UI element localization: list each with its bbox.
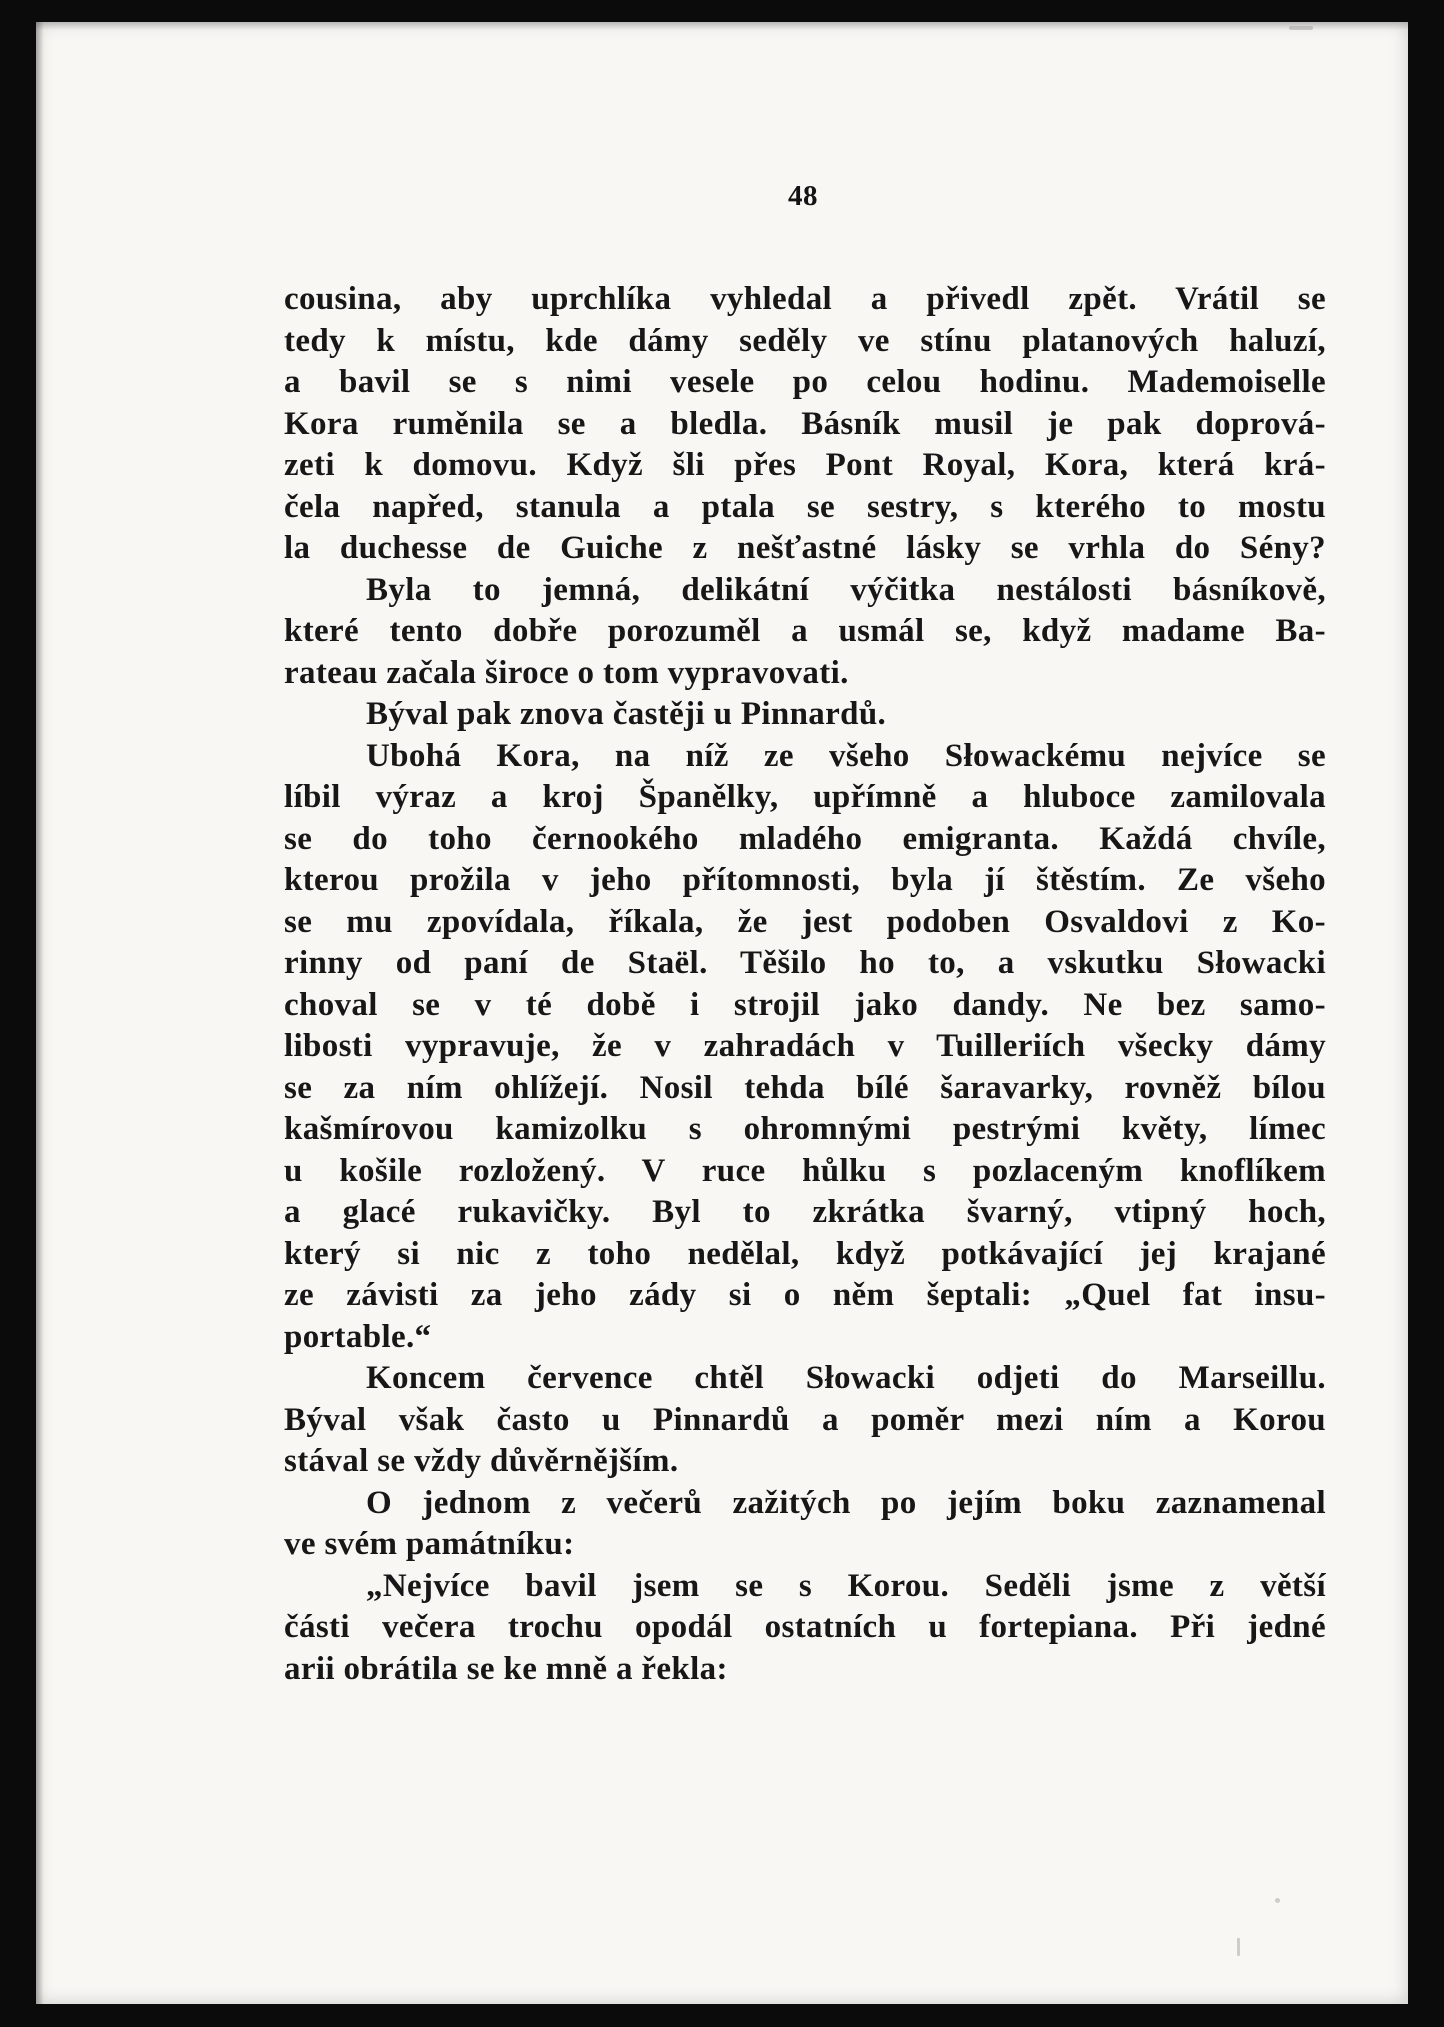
text-line: Koncem července chtěl Słowacki odjeti do Marseillu.: [366, 1360, 1326, 1396]
text-line: se do toho černookého mladého emigranta. Každá chvíle,: [284, 820, 1326, 857]
page-number: 48: [788, 180, 818, 212]
text-line: Ubohá Kora, na níž ze všeho Słowackému nejvíce se: [366, 737, 1326, 774]
text-line: Kora ruměnila se a bledla. Básník musil je pak doprová-: [284, 405, 1326, 442]
text-line: zeti k domovu. Když šli přes Pont Royal, Kora, která krá-: [284, 447, 1326, 483]
page-shadow-top: [36, 22, 1408, 30]
scan-speck: [1289, 26, 1313, 30]
scan-speck: [1275, 1898, 1280, 1903]
text-line: rateau začala široce o tom vypravovati.: [284, 654, 849, 691]
body-text: [284, 279, 1326, 1690]
text-line: stával se vždy důvěrnějším.: [284, 1443, 679, 1479]
text-line: které tento dobře porozuměl a usmál se, když madame Ba-: [284, 613, 1326, 649]
text-line: a glacé rukavičky. Byl to zkrátka švarný, vtipný hoch,: [284, 1194, 1326, 1230]
text-line: čela napřed, stanula a ptala se sestry, s kterého to mostu: [284, 488, 1326, 525]
text-line: libosti vypravuje, že v zahradách v Tuilleriích všecky dámy: [284, 1028, 1326, 1064]
text-line: Býval pak znova častěji u Pinnardů.: [366, 696, 887, 732]
text-line: se mu zpovídala, říkala, že jest podoben Osvaldovi z Ko-: [284, 903, 1326, 940]
text-line: „Nejvíce bavil jsem se s Korou. Seděli jsme z větší: [366, 1567, 1326, 1604]
book-page: [36, 22, 1408, 2004]
text-line: kterou prožila v jeho přítomnosti, byla jí štěstím. Ze všeho: [284, 862, 1326, 898]
page-shadow-left: [36, 22, 44, 2004]
text-line: cousina, aby uprchlíka vyhledal a přivedl zpět. Vrátil se: [284, 281, 1326, 317]
text-line: choval se v té době i strojil jako dandy. Ne bez samo-: [284, 986, 1326, 1023]
text-line: který si nic z toho nedělal, když potkávající jej krajané: [284, 1235, 1326, 1272]
text-line: Býval však často u Pinnardů a poměr mezi ním a Korou: [284, 1401, 1326, 1438]
text-line: tedy k místu, kde dámy seděly ve stínu platanových haluzí,: [284, 322, 1326, 359]
text-line: Byla to jemná, delikátní výčitka nestálosti básníkově,: [366, 571, 1326, 608]
text-line: části večera trochu opodál ostatních u fortepiana. Při jedné: [284, 1609, 1326, 1645]
text-line: rinny od paní de Staël. Těšilo ho to, a vskutku Słowacki: [284, 945, 1326, 981]
text-line: arii obrátila se ke mně a řekla:: [284, 1650, 728, 1687]
text-line: líbil výraz a kroj Španělky, upřímně a hluboce zamilovala: [284, 779, 1326, 815]
text-line: a bavil se s nimi vesele po celou hodinu. Mademoiselle: [284, 364, 1326, 400]
text-line: O jednom z večerů zažitých po jejím boku zaznamenal: [366, 1484, 1326, 1521]
text-line: ve svém památníku:: [284, 1526, 575, 1562]
text-line: se za ním ohlížejí. Nosil tehda bílé šaravarky, rovněž bílou: [284, 1069, 1326, 1106]
scan-speck: [1237, 1938, 1240, 1956]
text-line: u košile rozložený. V ruce hůlku s pozlaceným knoflíkem: [284, 1152, 1326, 1189]
text-line: la duchesse de Guiche z nešťastné lásky se vrhla do Sény?: [284, 530, 1326, 566]
text-line: portable.“: [284, 1318, 432, 1355]
text-line: kašmírovou kamizolku s ohromnými pestrými květy, límec: [284, 1111, 1326, 1147]
text-line: ze závisti za jeho zády si o něm šeptali: „Quel fat insu-: [284, 1277, 1326, 1313]
